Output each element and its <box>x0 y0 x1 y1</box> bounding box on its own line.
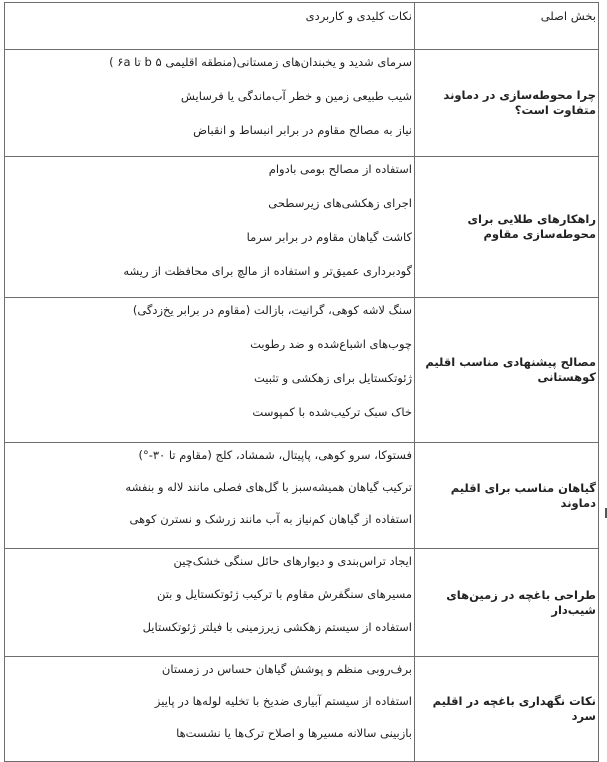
note-item: برف‌روبی منظم و پوشش گیاهان حساس در زمستان <box>161 662 412 676</box>
row-title: چرا محوطه‌سازی در دماوند متفاوت است؟ <box>415 50 599 157</box>
table-row <box>5 50 599 157</box>
note-item: ایجاد تراس‌بندی و دیوارهای حائل سنگی خشک‌چین <box>173 554 412 568</box>
note-item: استفاده از سیستم زهکشی زیرزمینی با فیلتر ژئوتکستایل <box>142 620 412 634</box>
row-title: طراحی باغچه در زمین‌های شیب‌دار <box>415 549 599 657</box>
note-item: کاشت گیاهان مقاوم در برابر سرما <box>246 230 412 244</box>
row-notes <box>5 443 415 549</box>
note-item: استفاده از مصالح بومی بادوام <box>268 162 412 176</box>
note-item: سنگ لاشه کوهی، گرانیت، بازالت (مقاوم در برابر یخ‌زدگی) <box>132 303 412 317</box>
note-item: گودبرداری عمیق‌تر و استفاده از مالچ برای محافظت از ریشه <box>123 264 412 278</box>
row-notes <box>5 657 415 762</box>
table-header-row <box>5 3 599 50</box>
table-row <box>5 549 599 657</box>
note-item: مسیرهای سنگفرش مقاوم با ترکیب ژئوتکستایل و بتن <box>156 587 412 601</box>
note-item: ترکیب گیاهان همیشه‌سبز با گل‌های فصلی مانند لاله و بنفشه <box>125 480 412 494</box>
row-title: راهکارهای طلایی برای محوطه‌سازی مقاوم <box>415 157 599 298</box>
note-item: چوب‌های اشباع‌شده و ضد رطوبت <box>250 337 412 351</box>
table-row <box>5 157 599 298</box>
header-key-notes: نکات کلیدی و کاربردی <box>5 3 415 50</box>
note-item: شیب طبیعی زمین و خطر آب‌ماندگی یا فرسایش <box>180 89 412 103</box>
table-row <box>5 443 599 549</box>
landscaping-guide-table <box>4 2 599 762</box>
row-notes <box>5 157 415 298</box>
table-row <box>5 657 599 762</box>
note-item: بازبینی سالانه مسیرها و اصلاح ترک‌ها یا نشست‌ها <box>176 726 412 740</box>
note-item: استفاده از سیستم آبیاری ضدیخ با تخلیه لوله‌ها در پاییز <box>154 694 412 708</box>
table-row <box>5 298 599 443</box>
header-main-section: بخش اصلی <box>415 3 599 50</box>
note-item: خاک سبک ترکیب‌شده با کمپوست <box>252 405 412 419</box>
row-notes <box>5 549 415 657</box>
note-item: استفاده از گیاهان کم‌نیاز به آب مانند زرشک و نسترن کوهی <box>129 512 412 526</box>
note-item: نیاز به مصالح مقاوم در برابر انبساط و انقباض <box>193 123 412 137</box>
row-title: مصالح پیشنهادی مناسب اقلیم کوهستانی <box>415 298 599 443</box>
row-notes <box>5 50 415 157</box>
row-notes <box>5 298 415 443</box>
note-item: فستوکا، سرو کوهی، پاپیتال، شمشاد، کلج (مقاوم تا ۳۰-°) <box>138 448 412 462</box>
note-item: اجرای زهکشی‌های زیرسطحی <box>268 196 412 210</box>
note-item: ژئوتکستایل برای زهکشی و تثبیت <box>253 371 412 385</box>
row-title: نکات نگهداری باغچه در اقلیم سرد <box>415 657 599 762</box>
row-title: گیاهان مناسب برای اقلیم دماوند <box>415 443 599 549</box>
content-table-container <box>4 2 599 762</box>
note-item: سرمای شدید و یخبندان‌های زمستانی(منطقه اقلیمی ۵ b تا ۶a ) <box>109 55 412 69</box>
